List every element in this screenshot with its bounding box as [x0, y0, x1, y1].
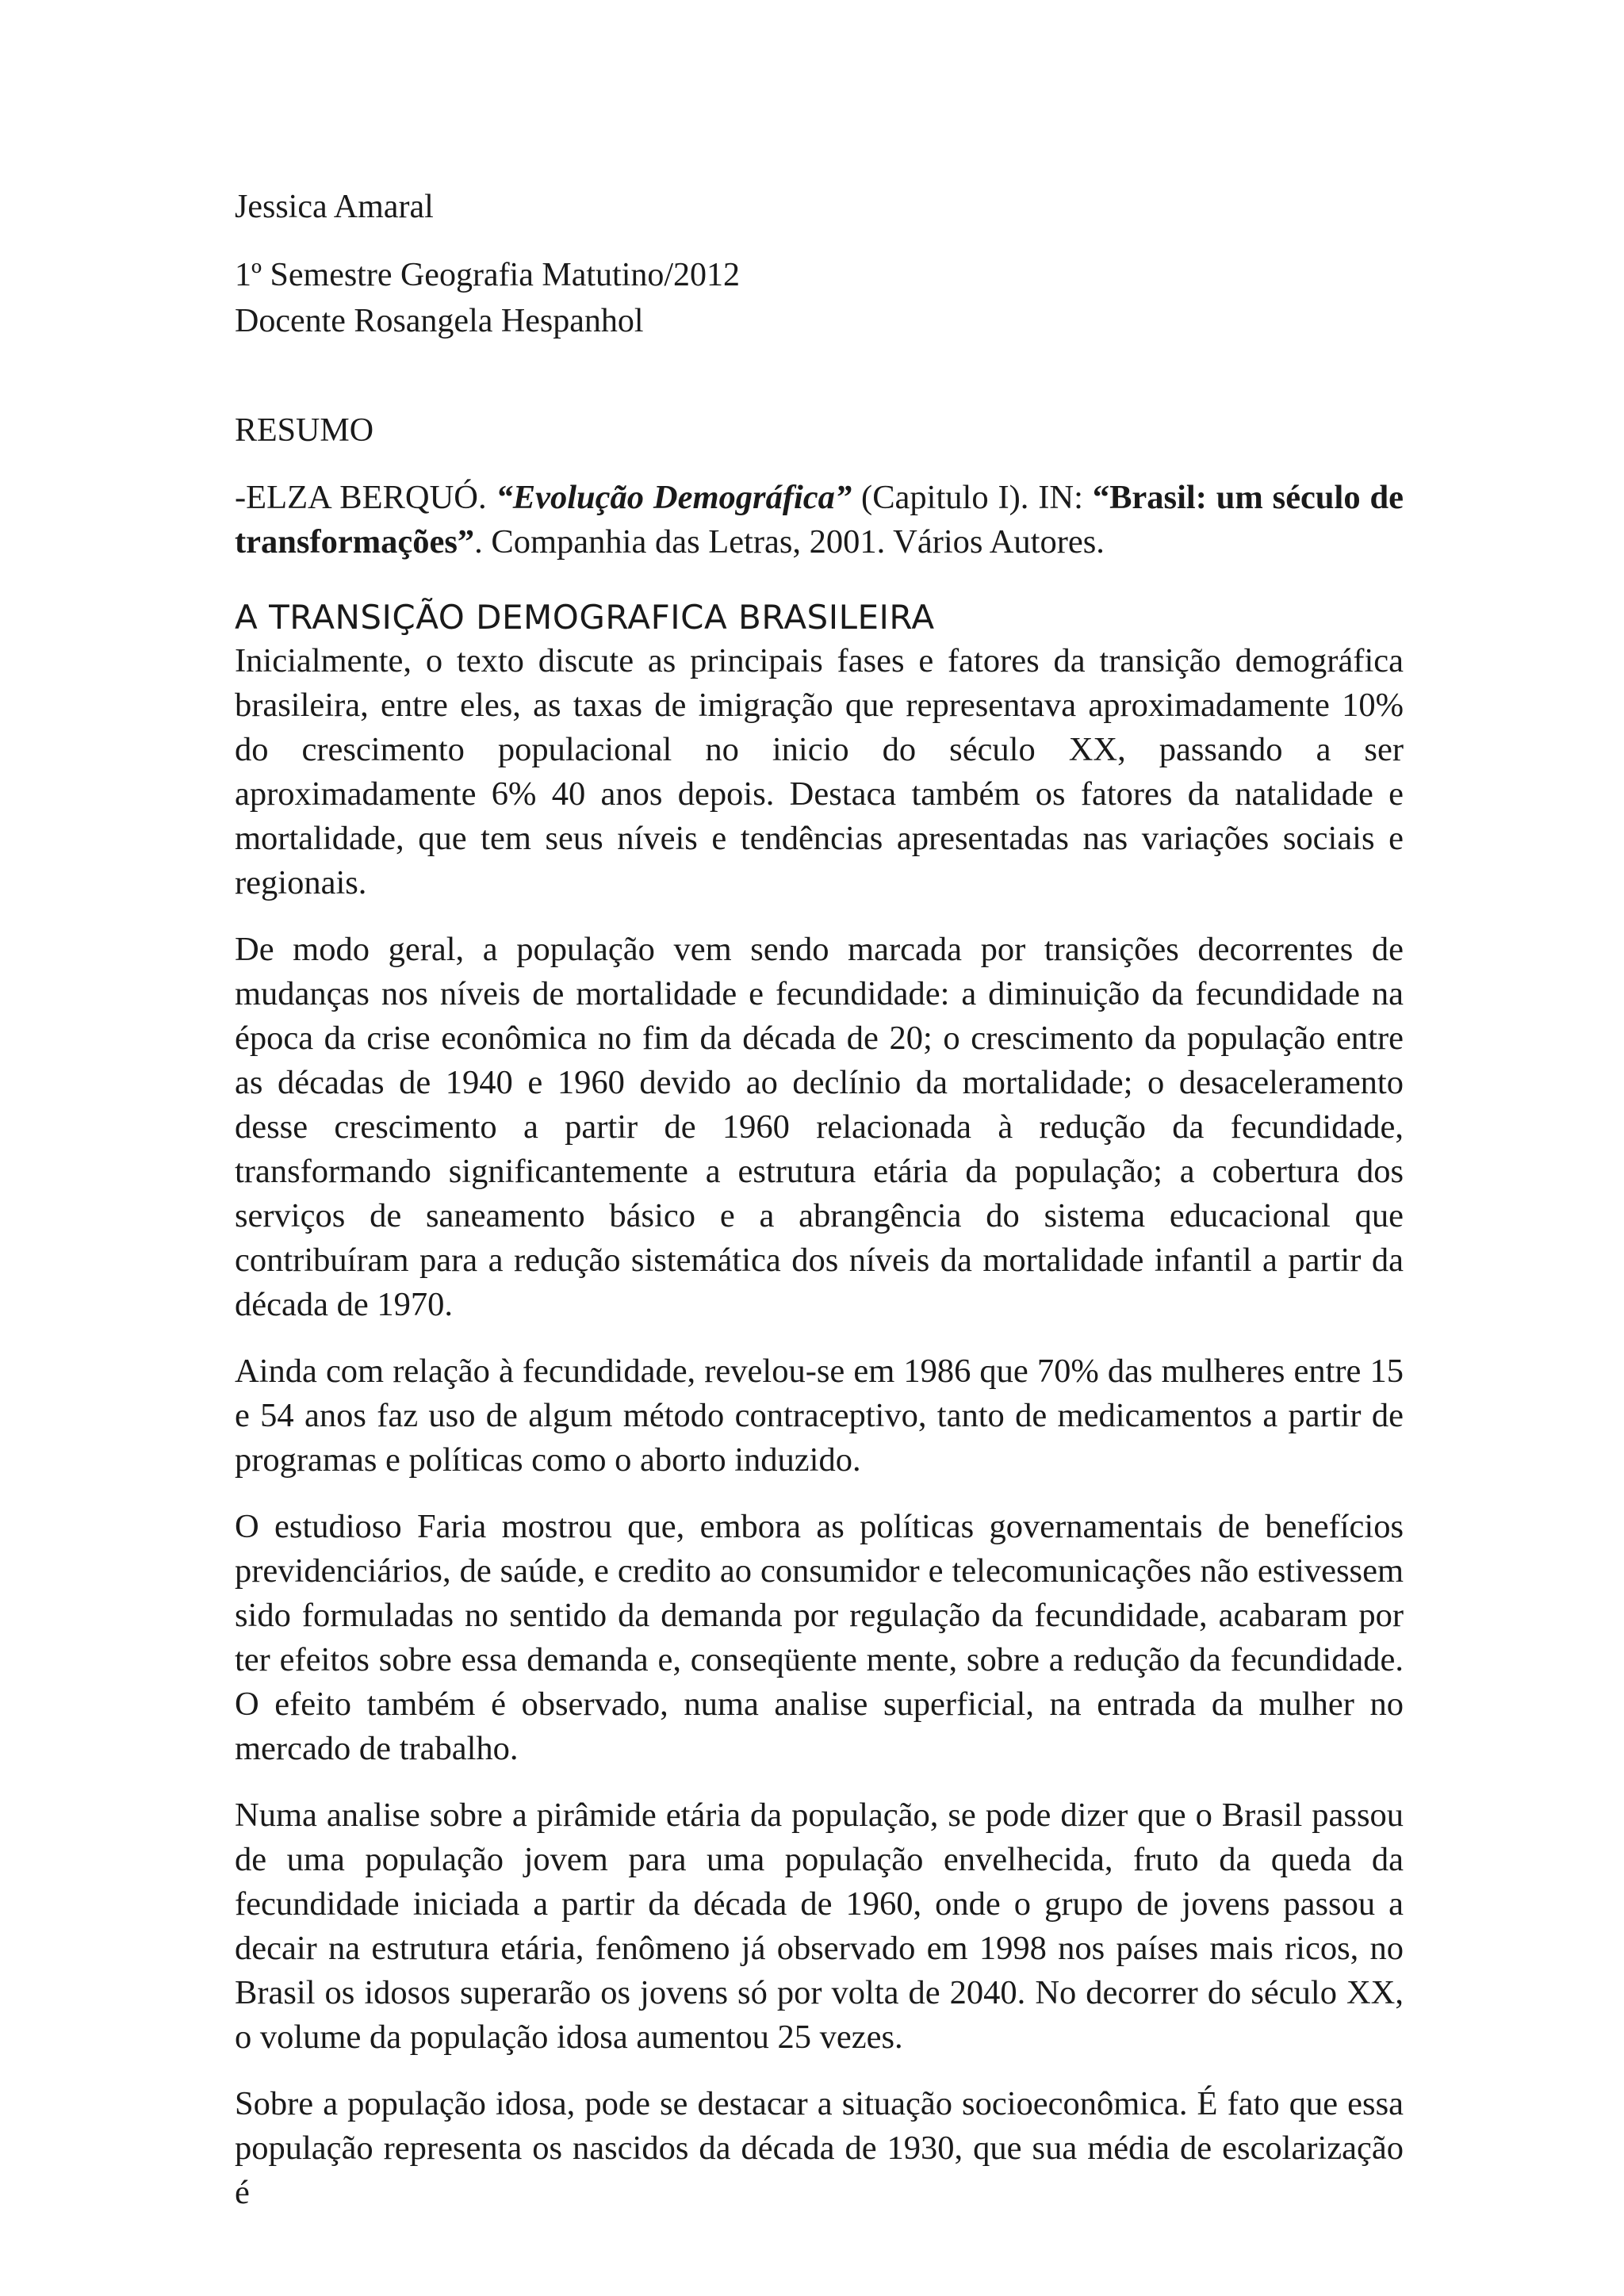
document-body: [235, 184, 1404, 2215]
reference-citation: [235, 476, 1404, 564]
paragraph-6: Sobre a população idosa, pode se destacar a situação socioeconômica. É fato que essa população representa os nascidos da década de 1930, que sua média de escolarização é: [235, 2085, 1404, 2211]
teacher-name: Docente Rosangela Hespanhol: [235, 303, 644, 339]
reference-middle: (Capitulo I). IN:: [852, 479, 1093, 516]
reference-prefix: -ELZA BERQUÓ.: [235, 479, 496, 516]
author-name: Jessica Amaral: [235, 189, 434, 225]
section-heading: A TRANSIÇÃO DEMOGRAFICA BRASILEIRA: [235, 598, 935, 637]
paragraph-2: De modo geral, a população vem sendo marcada por transições decorrentes de mudanças nos níveis de mortalidade e fecundidade: a diminuição da fecundidade na época da crise econômica no fim da década de 20; o crescimento da população entre as décadas de 1940 e 1960 devido ao declínio da mortalidade; o desaceleramento desse crescimento a partir de 1960 relacionada à redução da fecundidade, transformando significantemente a estrutura etária da população; a cobertura dos serviços de saneamento básico e a abrangência do sistema educacional que contribuíram para a redução sistemática dos níveis da mortalidade infantil a partir da década de 1970.: [235, 931, 1404, 1323]
course-info: 1º Semestre Geografia Matutino/2012: [235, 257, 741, 293]
reference-book: “Brasil: um século de transformações”: [235, 479, 1404, 561]
reference-suffix: . Companhia das Letras, 2001. Vários Autores.: [474, 523, 1105, 561]
reference-title: “Evolução Demográfica”: [496, 479, 852, 516]
paragraph-4: O estudioso Faria mostrou que, embora as políticas governamentais de benefícios previdenciários, de saúde, e credito ao consumidor e telecomunicações não estivessem sido formuladas no sentido da demanda por regulação da fecundidade, acabaram por ter efeitos sobre essa demanda e, conseqüente mente, sobre a redução da fecundidade. O efeito também é observado, numa analise superficial, na entrada da mulher no mercado de trabalho.: [235, 1508, 1404, 1767]
paragraph-1: Inicialmente, o texto discute as principais fases e fatores da transição demográfica brasileira, entre eles, as taxas de imigração que representava aproximadamente 10% do crescimento populacional no inicio do século XX, passando a ser aproximadamente 6% 40 anos depois. Destaca também os fatores da natalidade e mortalidade, que tem seus níveis e tendências apresentadas nas variações sociais e regionais.: [235, 642, 1404, 901]
summary-label: RESUMO: [235, 412, 374, 449]
paragraph-5: Numa analise sobre a pirâmide etária da população, se pode dizer que o Brasil passou de uma população jovem para uma população envelhecida, fruto da queda da fecundidade iniciada a partir da década de 1960, onde o grupo de jovens passou a decair na estrutura etária, fenômeno já observado em 1998 nos países mais ricos, no Brasil os idosos superarão os jovens só por volta de 2040. No decorrer do século XX, o volume da população idosa aumentou 25 vezes.: [235, 1797, 1404, 2056]
paragraph-3: Ainda com relação à fecundidade, revelou-se em 1986 que 70% das mulheres entre 15 e 54 anos faz uso de algum método contraceptivo, tanto de medicamentos a partir de programas e políticas como o aborto induzido.: [235, 1353, 1404, 1479]
